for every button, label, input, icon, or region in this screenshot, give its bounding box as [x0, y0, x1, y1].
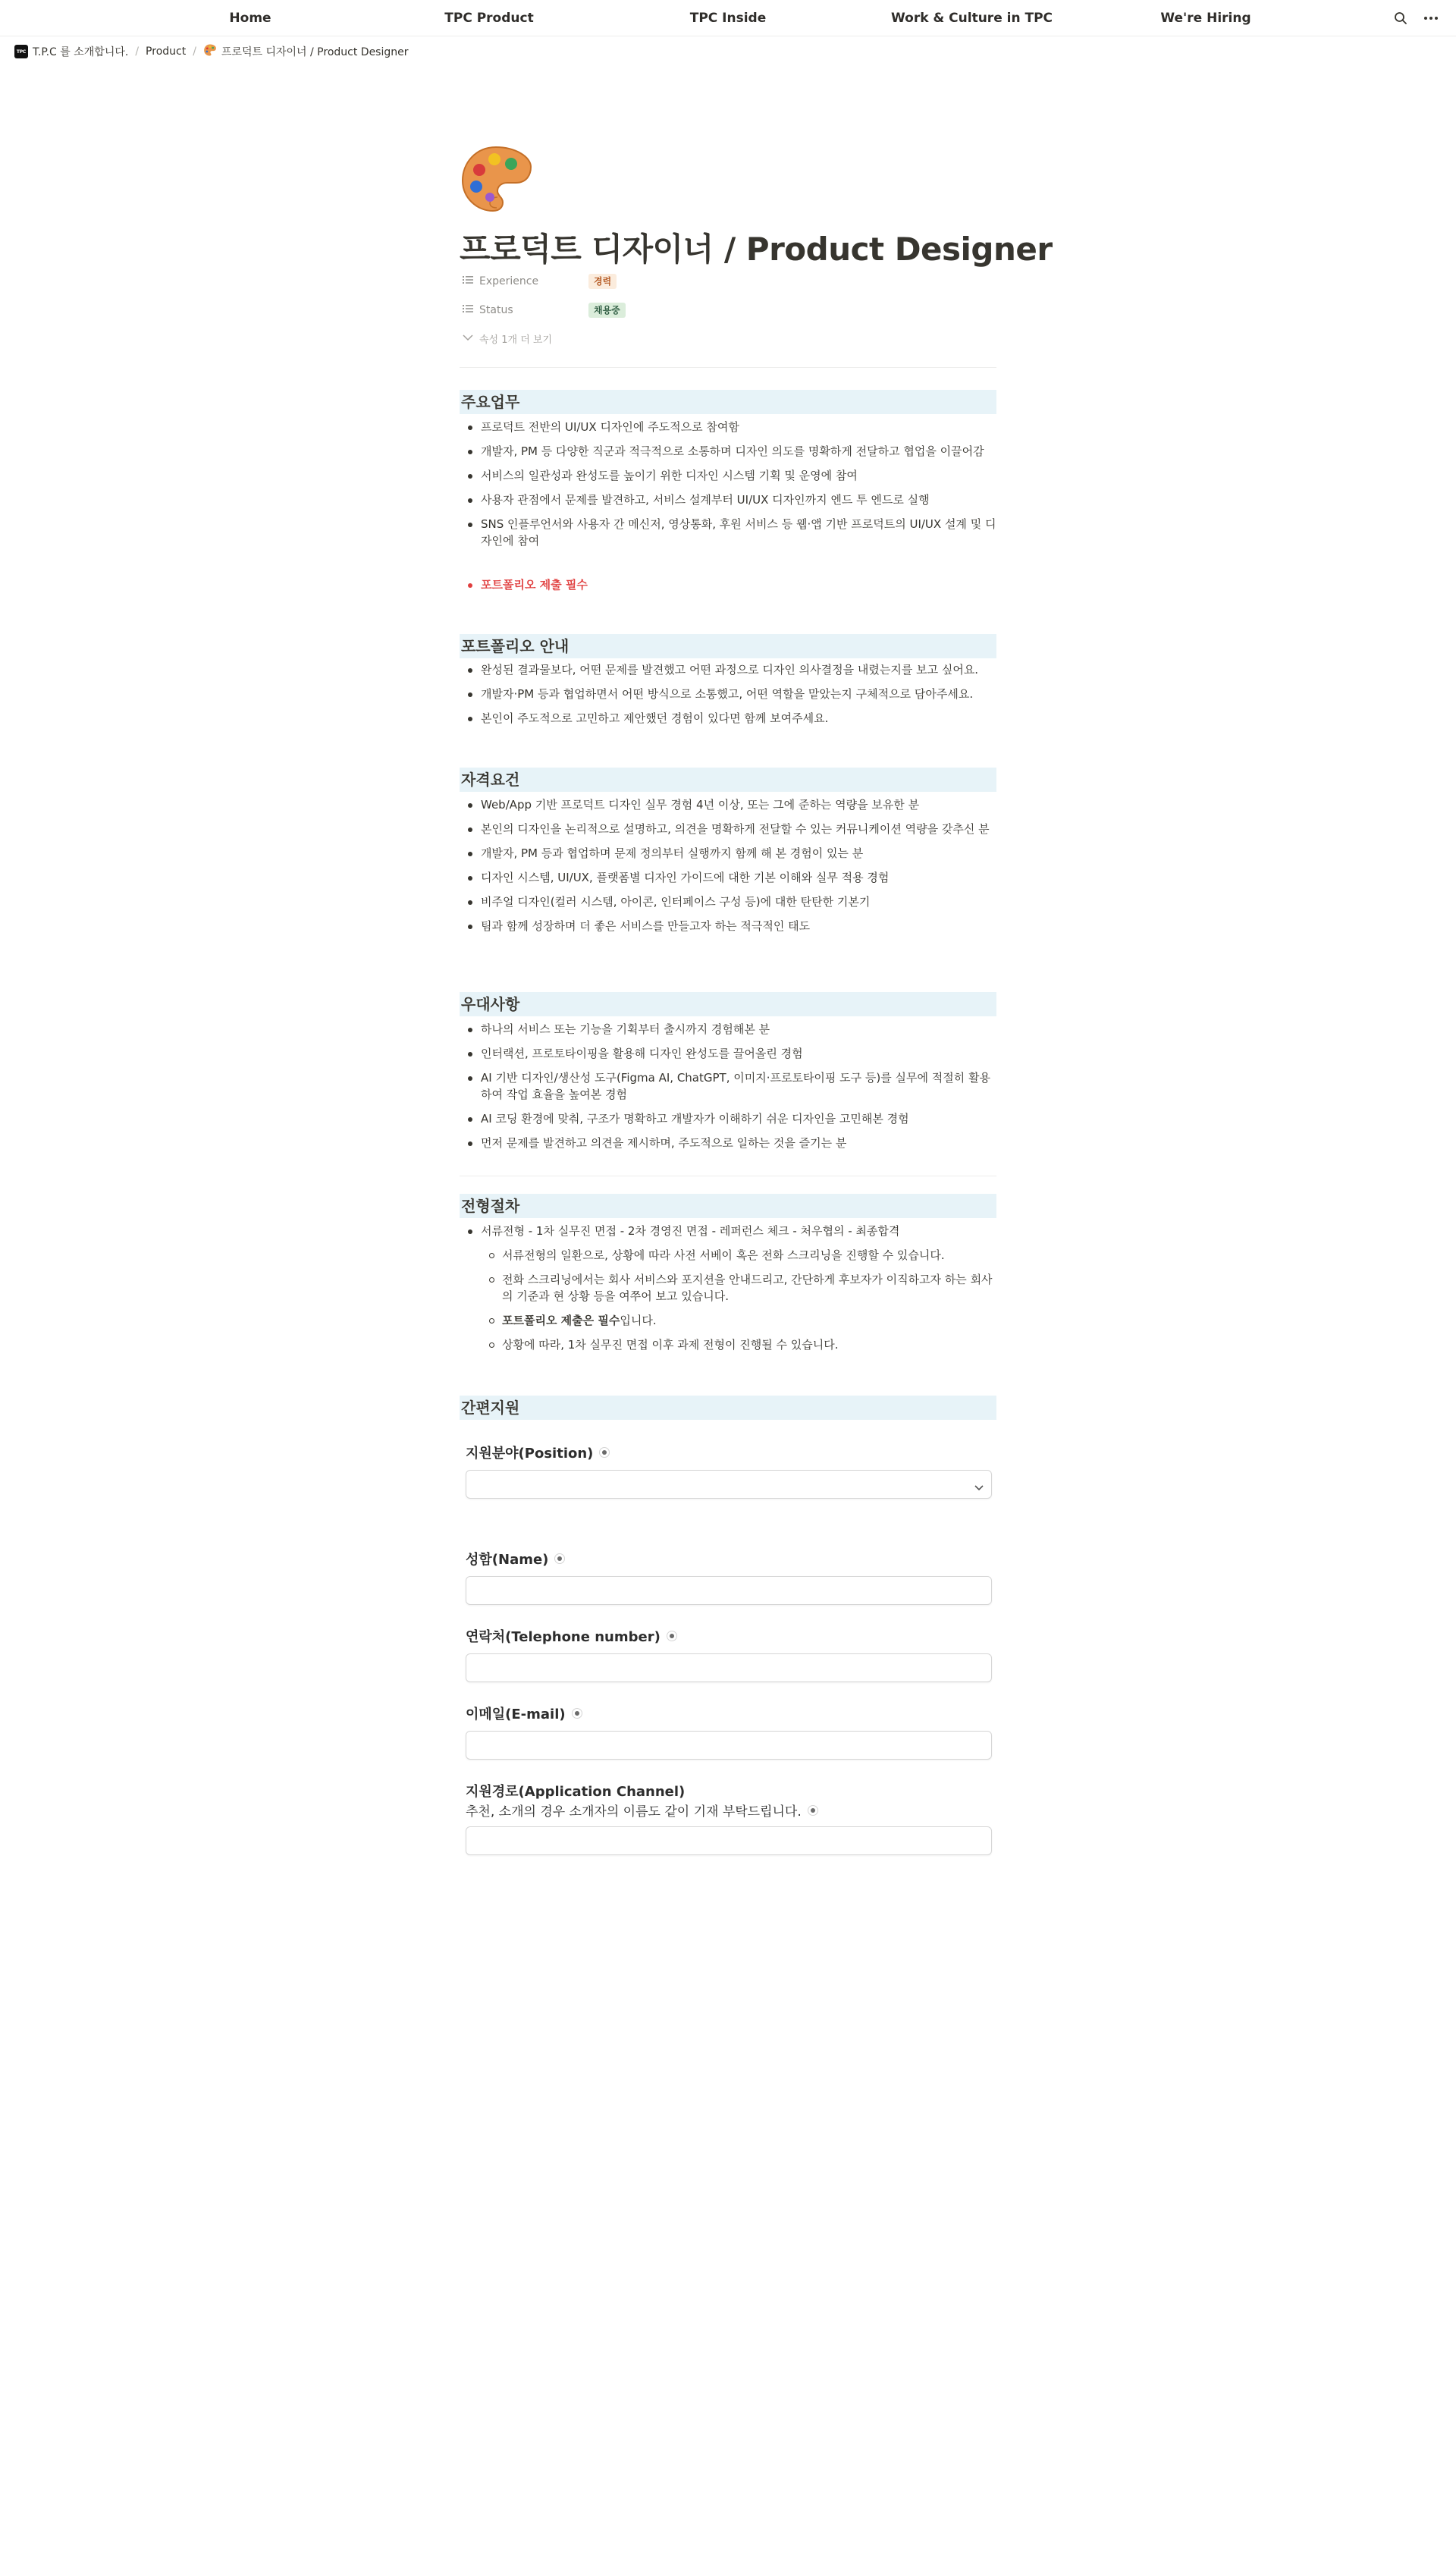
channel-input[interactable]	[466, 1826, 992, 1855]
process-sub-list	[460, 1247, 996, 1361]
status-badge: 채용중	[588, 303, 626, 318]
list-item: 본인의 디자인을 논리적으로 설명하고, 의견을 명확하게 전달할 수 있는 커뮤니케이션 역량을 갖추신 분	[460, 821, 996, 837]
more-icon[interactable]	[1423, 10, 1439, 27]
list-item: 비주얼 디자인(컬러 시스템, 아이콘, 인터페이스 구성 등)에 대한 탄탄한 기본기	[460, 893, 996, 910]
property-name	[460, 304, 588, 316]
list-item: AI 기반 디자인/생산성 도구(Figma AI, ChatGPT, 이미지·프로토타이핑 도구 등)를 실무에 적절히 활용하여 작업 효율을 높여본 경험	[460, 1069, 996, 1103]
label-text: 지원분야(Position)	[466, 1446, 594, 1462]
property-label: Experience	[479, 275, 539, 287]
property-value[interactable]	[588, 303, 626, 318]
breadcrumb-separator: /	[193, 46, 196, 58]
label-text: 성함(Name)	[466, 1552, 549, 1568]
page-title: 프로덕트 디자이너 / Product Designer	[460, 231, 1053, 268]
label-text: 이메일(E-mail)	[466, 1707, 566, 1722]
list-icon	[463, 304, 473, 316]
required-icon	[599, 1447, 610, 1458]
nav-work-culture[interactable]: Work & Culture in TPC	[891, 11, 1053, 26]
list-item: 서류전형 - 1차 실무진 면접 - 2차 경영진 면접 - 레퍼런스 체크 - 처우협의 - 최종합격	[460, 1223, 996, 1239]
label-text: 연락처(Telephone number)	[466, 1629, 661, 1645]
channel-label	[466, 1781, 685, 1801]
name-input[interactable]	[466, 1576, 992, 1605]
show-more-properties[interactable]	[463, 331, 552, 346]
name-label	[466, 1549, 565, 1568]
email-input[interactable]	[466, 1731, 992, 1760]
nav-home[interactable]: Home	[229, 11, 271, 26]
list-item: 하나의 서비스 또는 기능을 기획부터 출시까지 경험해본 분	[460, 1021, 996, 1038]
property-status	[460, 299, 996, 322]
required-icon	[667, 1631, 677, 1641]
property-experience	[460, 270, 996, 293]
nav-hiring[interactable]: We're Hiring	[1160, 11, 1251, 26]
section-heading-process: 전형절차	[460, 1194, 996, 1218]
section-heading-qualifications: 자격요건	[460, 768, 996, 792]
process-list	[460, 1223, 996, 1247]
label-text: 지원경로(Application Channel)	[466, 1784, 686, 1800]
breadcrumb	[11, 42, 413, 61]
divider	[460, 367, 996, 368]
channel-sublabel	[466, 1801, 818, 1820]
position-select[interactable]	[466, 1470, 992, 1499]
property-value[interactable]	[588, 274, 617, 289]
property-label: Status	[479, 304, 513, 316]
breadcrumb-label: T.P.C 를 소개합니다.	[33, 46, 129, 58]
list-item: 디자인 시스템, UI/UX, 플랫폼별 디자인 가이드에 대한 기본 이해와 실무 적용 경험	[460, 869, 996, 886]
phone-input[interactable]	[466, 1653, 992, 1682]
nav-actions	[1392, 0, 1439, 36]
required-icon	[808, 1805, 818, 1816]
section-heading-preferred: 우대사항	[460, 992, 996, 1016]
search-icon[interactable]	[1392, 10, 1409, 27]
palette-icon	[203, 43, 217, 60]
nav-tpc-inside[interactable]: TPC Inside	[689, 11, 767, 26]
list-item: 프로덕트 전반의 UI/UX 디자인에 주도적으로 참여함	[460, 419, 996, 435]
list-item: 개발자, PM 등 다양한 직군과 적극적으로 소통하며 디자인 의도를 명확하게 전달하고 협업을 이끌어감	[460, 443, 996, 460]
required-icon	[554, 1553, 565, 1564]
list-icon	[463, 275, 473, 287]
list-item: 사용자 관점에서 문제를 발견하고, 서비스 설계부터 UI/UX 디자인까지 엔드 투 엔드로 실행	[460, 491, 996, 508]
list-item: 본인이 주도적으로 고민하고 제안했던 경험이 있다면 함께 보여주세요.	[460, 710, 996, 727]
top-navigation	[0, 0, 1456, 36]
list-item: 먼저 문제를 발견하고 의견을 제시하며, 주도적으로 일하는 것을 즐기는 분	[460, 1135, 996, 1151]
list-item: 인터랙션, 프로토타이핑을 활용해 디자인 완성도를 끌어올린 경험	[460, 1045, 996, 1062]
breadcrumb-current[interactable]	[199, 42, 413, 61]
list-item: 팀과 함께 성장하며 더 좋은 서비스를 만들고자 하는 적극적인 태도	[460, 918, 996, 934]
portfolio-required-notice: 포트폴리오 제출 필수	[460, 576, 996, 593]
position-label	[466, 1443, 610, 1462]
palette-icon	[460, 143, 532, 215]
section-heading-duties: 주요업무	[460, 390, 996, 414]
text: 입니다.	[620, 1314, 657, 1327]
chevron-down-icon	[974, 1480, 984, 1494]
show-more-label: 속성 1개 더 보기	[479, 334, 553, 346]
experience-tag: 경력	[588, 274, 617, 289]
bold-text: 포트폴리오 제출은 필수	[502, 1314, 620, 1327]
sub-list-item	[460, 1312, 996, 1329]
list-item: 서비스의 일관성과 완성도를 높이기 위한 디자인 시스템 기획 및 운영에 참여	[460, 467, 996, 484]
required-icon	[572, 1708, 582, 1719]
property-name	[460, 275, 588, 287]
tpc-logo: TPC	[14, 45, 28, 58]
nav-tpc-product[interactable]: TPC Product	[444, 11, 534, 26]
list-item: Web/App 기반 프로덕트 디자인 실무 경험 4년 이상, 또는 그에 준하는 역량을 보유한 분	[460, 796, 996, 813]
list-item: SNS 인플루언서와 사용자 간 메신저, 영상통화, 후원 서비스 등 웹·앱 기반 프로덕트의 UI/UX 설계 및 디자인에 참여	[460, 516, 996, 549]
list-item: 개발자, PM 등과 협업하며 문제 정의부터 실행까지 함께 해 본 경험이 있는 분	[460, 845, 996, 862]
sub-list-item: 상황에 따라, 1차 실무진 면접 이후 과제 전형이 진행될 수 있습니다.	[460, 1336, 996, 1353]
section-heading-portfolio: 포트폴리오 안내	[460, 634, 996, 658]
email-label	[466, 1703, 582, 1723]
breadcrumb-label: 프로덕트 디자이너 / Product Designer	[221, 46, 409, 58]
list-item: AI 코딩 환경에 맞춰, 구조가 명확하고 개발자가 이해하기 쉬운 디자인을 고민해본 경험	[460, 1110, 996, 1127]
breadcrumb-product[interactable]	[142, 44, 190, 59]
breadcrumb-label: Product	[146, 46, 187, 58]
list-item: 개발자·PM 등과 협업하면서 어떤 방식으로 소통했고, 어떤 역할을 맡았는지 구체적으로 담아주세요.	[460, 686, 996, 702]
portfolio-list	[460, 661, 996, 734]
notice-list	[460, 576, 996, 601]
sub-list-item: 서류전형의 일환으로, 상황에 따라 사전 서베이 혹은 전화 스크리닝을 진행할 수 있습니다.	[460, 1247, 996, 1264]
list-item: 완성된 결과물보다, 어떤 문제를 발견했고 어떤 과정으로 디자인 의사결정을 내렸는지를 보고 싶어요.	[460, 661, 996, 678]
breadcrumb-separator: /	[135, 46, 140, 58]
section-heading-apply: 간편지원	[460, 1396, 996, 1420]
phone-label	[466, 1626, 677, 1646]
sub-list-item: 전화 스크리닝에서는 회사 서비스와 포지션을 안내드리고, 간단하게 후보자가 이직하고자 하는 회사의 기준과 현 상황 등을 여쭈어 보고 있습니다.	[460, 1271, 996, 1305]
label-text: 추천, 소개의 경우 소개자의 이름도 같이 기재 부탁드립니다.	[466, 1804, 802, 1820]
chevron-down-icon	[463, 333, 473, 344]
qualifications-list	[460, 796, 996, 942]
preferred-list	[460, 1021, 996, 1159]
duties-list	[460, 419, 996, 557]
breadcrumb-home[interactable]	[11, 42, 132, 61]
